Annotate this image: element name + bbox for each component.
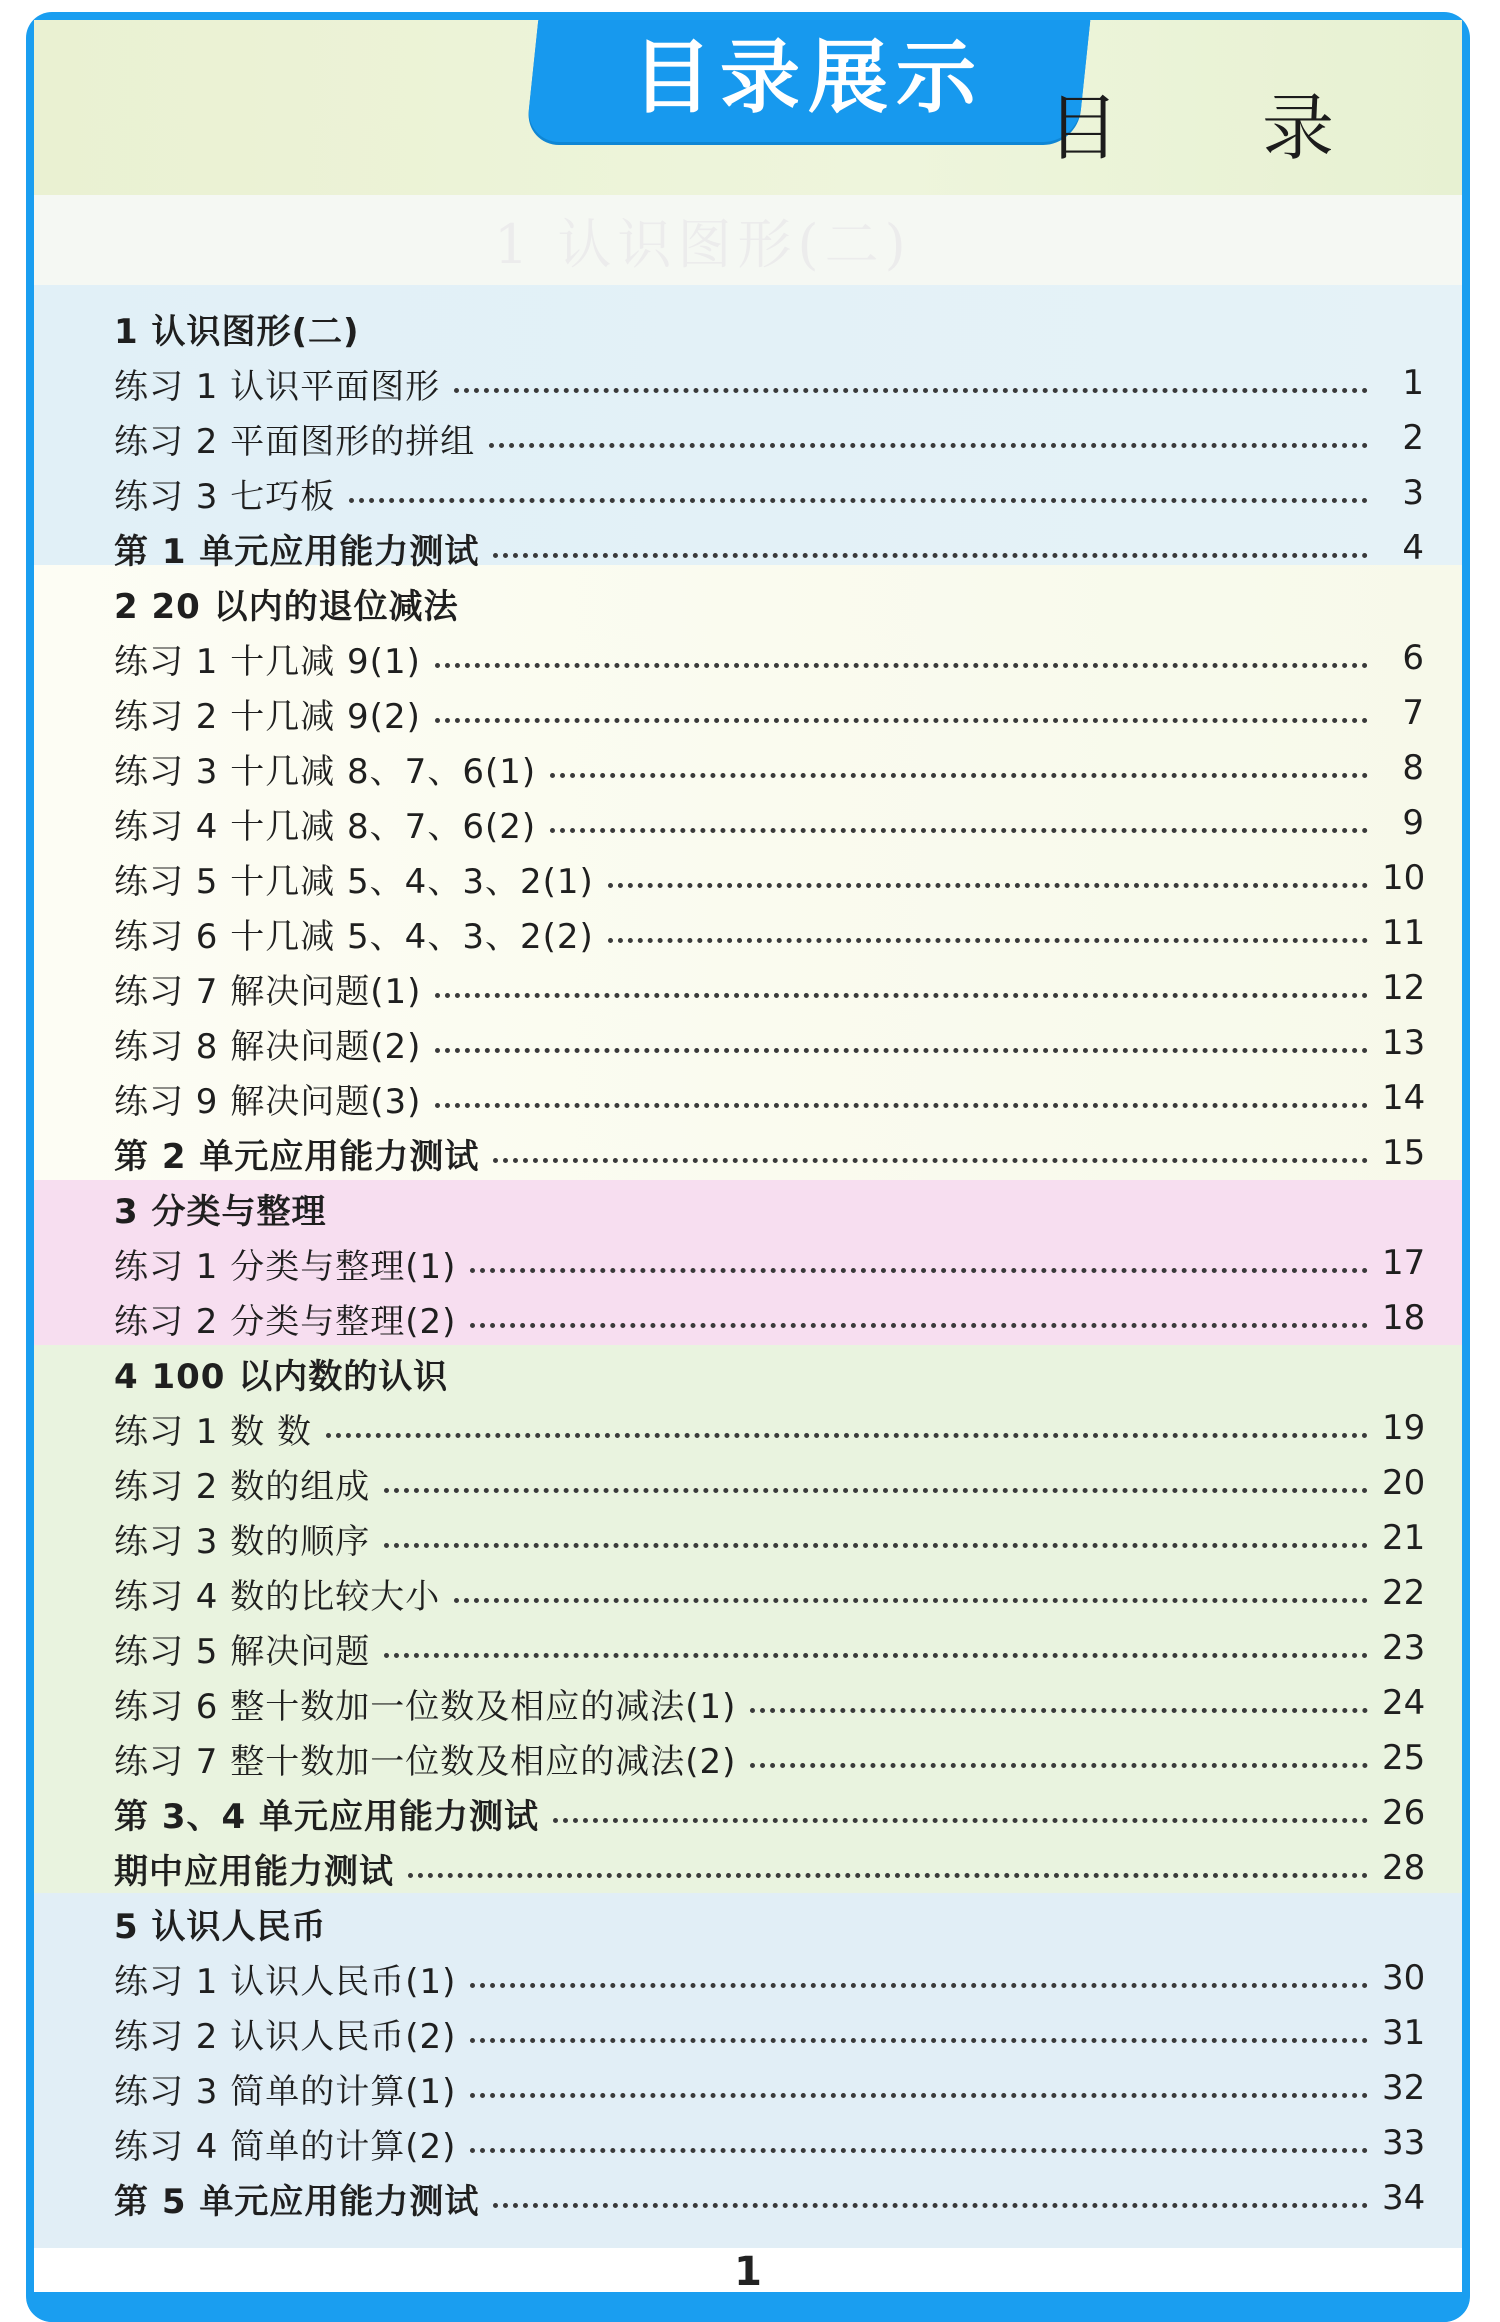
section-heading: 2 20 以内的退位减法 <box>114 586 459 627</box>
toc-entry[interactable] <box>114 2062 1424 2114</box>
toc-entry-page: 19 <box>1382 1408 1426 1448</box>
toc-entry[interactable] <box>114 2117 1424 2169</box>
dot-leader <box>470 1323 1368 1328</box>
dot-leader <box>454 388 1368 393</box>
toc-entry-page: 20 <box>1382 1463 1426 1503</box>
toc-entry-page: 23 <box>1382 1628 1426 1668</box>
toc-entry-page: 30 <box>1382 1958 1426 1998</box>
dot-leader <box>470 1983 1368 1988</box>
toc-entry-page: 2 <box>1402 418 1424 458</box>
toc-entry-label: 练习 3 十几减 8、7、6(1) <box>114 751 537 792</box>
toc-entry-label: 练习 3 简单的计算(1) <box>114 2071 457 2112</box>
toc-entry-label: 练习 3 数的顺序 <box>114 1521 371 1562</box>
toc-entry-page: 34 <box>1382 2178 1426 2218</box>
toc-entry-label: 练习 6 整十数加一位数及相应的减法(1) <box>114 1686 737 1727</box>
toc-entry[interactable] <box>114 2007 1424 2059</box>
dot-leader <box>470 2148 1368 2153</box>
toc-entry-label: 练习 4 简单的计算(2) <box>114 2126 457 2167</box>
toc-entry-page: 9 <box>1402 803 1424 843</box>
dot-leader <box>470 1268 1368 1273</box>
toc-entry[interactable] <box>114 2172 1424 2224</box>
toc-entry-label: 练习 6 十几减 5、4、3、2(2) <box>114 916 594 957</box>
dot-leader <box>435 718 1368 723</box>
toc-entry-label: 练习 3 七巧板 <box>114 476 336 517</box>
page-number: 1 <box>734 2249 762 2292</box>
toc-entry[interactable] <box>114 797 1424 849</box>
toc-entry-label: 练习 1 数 数 <box>114 1411 313 1452</box>
toc-entry-page: 17 <box>1382 1243 1426 1283</box>
toc-entry[interactable] <box>114 687 1424 739</box>
toc-entry-label: 练习 2 平面图形的拼组 <box>114 421 476 462</box>
toc-entry[interactable] <box>114 1567 1424 1619</box>
toc-entry-page: 31 <box>1382 2013 1426 2053</box>
toc-page <box>34 20 1462 2292</box>
dot-leader <box>435 663 1368 668</box>
toc-entry-label: 练习 2 分类与整理(2) <box>114 1301 457 1342</box>
dot-leader <box>608 938 1368 943</box>
dot-leader <box>493 1158 1368 1163</box>
toc-entry-page: 18 <box>1382 1298 1426 1338</box>
toc-entry-label: 第 3、4 单元应用能力测试 <box>114 1796 539 1837</box>
toc-entry-label: 第 5 单元应用能力测试 <box>114 2181 480 2222</box>
banner-tab-label: 目录展示 <box>632 31 984 124</box>
section-heading: 1 认识图形(二) <box>114 311 360 352</box>
toc-entry-page: 8 <box>1402 748 1424 788</box>
toc-entry-label: 期中应用能力测试 <box>114 1851 394 1892</box>
toc-entry-label: 练习 1 认识平面图形 <box>114 366 441 407</box>
toc-entry-page: 26 <box>1382 1793 1426 1833</box>
toc-entry[interactable] <box>114 1677 1424 1729</box>
show-through-title: 1 认识图形(二) <box>494 213 912 276</box>
toc-entry-label: 第 2 单元应用能力测试 <box>114 1136 480 1177</box>
toc-entry-label: 练习 1 分类与整理(1) <box>114 1246 457 1287</box>
toc-entry-page: 15 <box>1382 1133 1426 1173</box>
toc-entry-page: 4 <box>1402 528 1424 568</box>
toc-entry[interactable] <box>114 962 1424 1014</box>
section-heading: 3 分类与整理 <box>114 1191 327 1232</box>
toc-entry-label: 练习 5 十几减 5、4、3、2(1) <box>114 861 594 902</box>
toc-entry[interactable] <box>114 742 1424 794</box>
toc-entry-label: 练习 4 数的比较大小 <box>114 1576 441 1617</box>
dot-leader <box>435 1103 1368 1108</box>
toc-entry-page: 1 <box>1402 363 1424 403</box>
toc-entry[interactable] <box>114 1952 1424 2004</box>
bottom-strip <box>26 2300 1470 2322</box>
dot-leader <box>750 1708 1368 1713</box>
dot-leader <box>608 883 1368 888</box>
toc-entry[interactable] <box>114 522 1424 574</box>
dot-leader <box>454 1598 1368 1603</box>
toc-entry[interactable] <box>114 1842 1424 1894</box>
dot-leader <box>489 443 1368 448</box>
toc-entry[interactable] <box>114 1072 1424 1124</box>
toc-entry-page: 11 <box>1382 913 1426 953</box>
toc-entry-label: 练习 4 十几减 8、7、6(2) <box>114 806 537 847</box>
toc-entry-label: 练习 7 整十数加一位数及相应的减法(2) <box>114 1741 737 1782</box>
toc-entry[interactable] <box>114 1732 1424 1784</box>
toc-entry-label: 练习 7 解决问题(1) <box>114 971 422 1012</box>
toc-entry-label: 练习 2 十几减 9(2) <box>114 696 421 737</box>
dot-leader <box>553 1818 1368 1823</box>
toc-entry[interactable] <box>114 1622 1424 1674</box>
toc-entry[interactable] <box>114 907 1424 959</box>
toc-entry-page: 21 <box>1382 1518 1426 1558</box>
page-frame <box>26 12 1470 2322</box>
toc-entry[interactable] <box>114 1127 1424 1179</box>
toc-entry[interactable] <box>114 1512 1424 1564</box>
toc-entry-label: 练习 8 解决问题(2) <box>114 1026 422 1067</box>
dot-leader <box>408 1873 1368 1878</box>
section-heading: 5 认识人民币 <box>114 1906 327 1947</box>
dot-leader <box>550 828 1368 833</box>
dot-leader <box>435 993 1368 998</box>
dot-leader <box>349 498 1368 503</box>
table-of-contents <box>34 20 1462 2292</box>
toc-entry[interactable] <box>114 632 1424 684</box>
dot-leader <box>493 553 1368 558</box>
toc-entry[interactable] <box>114 1017 1424 1069</box>
toc-entry-page: 33 <box>1382 2123 1426 2163</box>
contents-title: 目 录 <box>1047 86 1394 170</box>
toc-entry-label: 第 1 单元应用能力测试 <box>114 531 480 572</box>
toc-entry[interactable] <box>114 357 1424 409</box>
toc-entry-page: 12 <box>1382 968 1426 1008</box>
dot-leader <box>435 1048 1368 1053</box>
toc-entry[interactable] <box>114 412 1424 464</box>
toc-entry-page: 32 <box>1382 2068 1426 2108</box>
toc-entry-label: 练习 2 认识人民币(2) <box>114 2016 457 2057</box>
toc-entry-page: 10 <box>1382 858 1426 898</box>
dot-leader <box>384 1543 1368 1548</box>
toc-entry-label: 练习 9 解决问题(3) <box>114 1081 422 1122</box>
section-heading: 4 100 以内数的认识 <box>114 1356 449 1397</box>
toc-entry[interactable] <box>114 467 1424 519</box>
dot-leader <box>750 1763 1368 1768</box>
toc-entry-label: 练习 1 认识人民币(1) <box>114 1961 457 2002</box>
toc-entry-page: 22 <box>1382 1573 1426 1613</box>
toc-entry-page: 24 <box>1382 1683 1426 1723</box>
toc-entry[interactable] <box>114 1237 1424 1289</box>
toc-entry[interactable] <box>114 1402 1424 1454</box>
dot-leader <box>384 1653 1368 1658</box>
toc-entry[interactable] <box>114 852 1424 904</box>
toc-entry-label: 练习 2 数的组成 <box>114 1466 371 1507</box>
toc-entry-page: 3 <box>1402 473 1424 513</box>
dot-leader <box>493 2203 1368 2208</box>
toc-entry[interactable] <box>114 1457 1424 1509</box>
toc-entry-page: 25 <box>1382 1738 1426 1778</box>
toc-entry-page: 6 <box>1402 638 1424 678</box>
dot-leader <box>470 2038 1368 2043</box>
toc-entry-page: 28 <box>1382 1848 1426 1888</box>
toc-entry[interactable] <box>114 1787 1424 1839</box>
toc-entry[interactable] <box>114 1292 1424 1344</box>
toc-entry-page: 7 <box>1402 693 1424 733</box>
toc-entry-page: 13 <box>1382 1023 1426 1063</box>
dot-leader <box>470 2093 1368 2098</box>
dot-leader <box>326 1433 1368 1438</box>
dot-leader <box>384 1488 1368 1493</box>
dot-leader <box>550 773 1368 778</box>
toc-entry-label: 练习 1 十几减 9(1) <box>114 641 421 682</box>
toc-entry-page: 14 <box>1382 1078 1426 1118</box>
toc-entry-label: 练习 5 解决问题 <box>114 1631 371 1672</box>
